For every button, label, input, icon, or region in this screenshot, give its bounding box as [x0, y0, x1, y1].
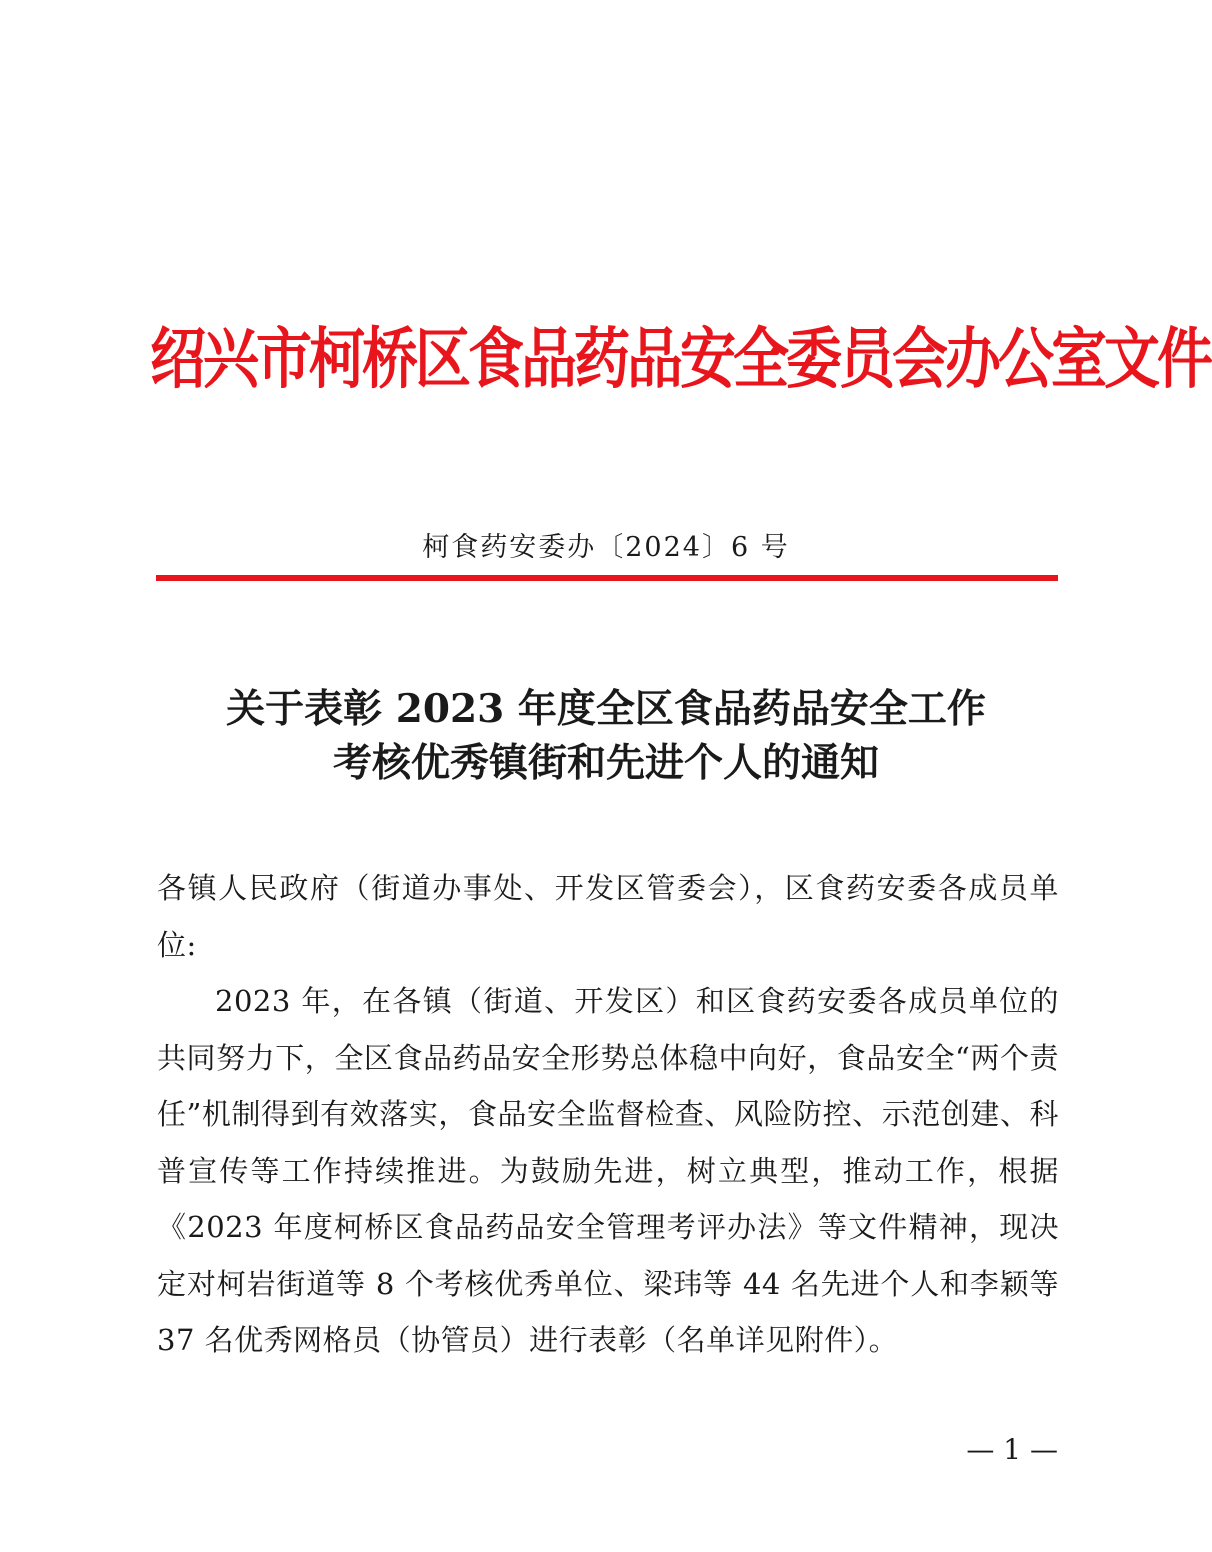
red-separator-rule: [156, 575, 1058, 581]
document-title: [150, 682, 1062, 790]
body-paragraph: 2023 年，在各镇（街道、开发区）和区食药安委各成员单位的共同努力下，全区食品药品安全形势总体稳中向好，食品安全“两个责任”机制得到有效落实，食品安全监督检查、风险防控、示范创建、科普宣传等工作持续推进。为鼓励先进，树立典型，推动工作，根据《2023 年度柯桥区食品药品安全管理考评办法》等文件精神，现决定对柯岩街道等 8 个考核优秀单位、梁玮等 44 名先进个人和李颖等 37 名优秀网格员（协管员）进行表彰（名单详见附件）。: [157, 984, 1059, 1357]
title-line-1: 关于表彰 2023 年度全区食品药品安全工作: [226, 686, 986, 732]
document-number: 柯食药安委办〔2024〕6 号: [422, 532, 790, 563]
salutation: 各镇人民政府（街道办事处、开发区管委会），区食药安委各成员单位:: [157, 871, 1059, 962]
document-body: [157, 860, 1059, 1369]
page-number: — 1 —: [966, 1433, 1058, 1466]
title-line-2: 考核优秀镇街和先进个人的通知: [332, 740, 879, 786]
document-masthead: 绍兴市柯桥区食品药品安全委员会办公室文件: [150, 320, 1210, 399]
